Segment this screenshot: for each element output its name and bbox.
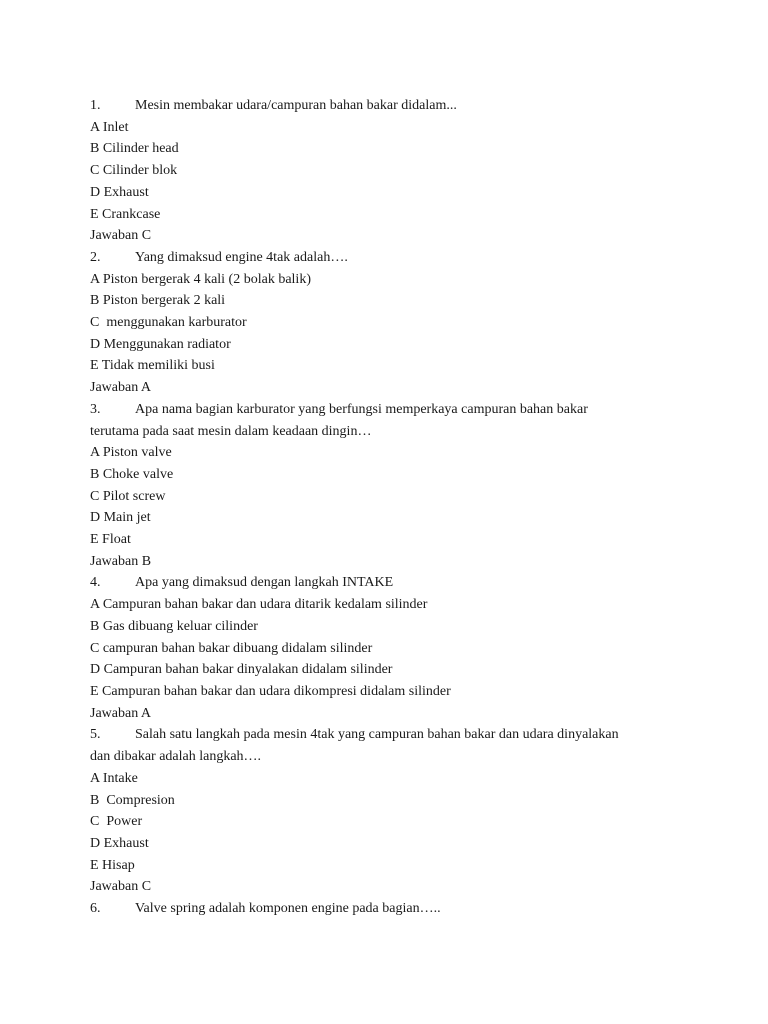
question-number: 5. <box>90 727 101 743</box>
option-a: A Inlet <box>90 119 129 135</box>
question-text: Mesin membakar udara/campuran bahan bakar didalam... <box>135 98 457 113</box>
question-number: 2. <box>90 249 101 265</box>
answer-line: Jawaban C <box>90 228 152 244</box>
option-e: E Crankcase <box>90 206 161 222</box>
option-e: E Float <box>90 532 131 548</box>
option-b: B Gas dibuang keluar cilinder <box>90 618 258 634</box>
question-3 <box>90 399 690 573</box>
question-text: Salah satu langkah pada mesin 4tak yang campuran bahan bakar dan udara dinyalakan <box>135 727 619 743</box>
option-b: B Cilinder head <box>90 141 179 157</box>
option-c: C Power <box>90 814 143 830</box>
question-text: Yang dimaksud engine 4tak adalah…. <box>135 249 348 265</box>
answer-line: Jawaban C <box>90 879 152 895</box>
option-e: E Campuran bahan bakar dan udara dikompresi didalam silinder <box>90 683 451 699</box>
option-c: C campuran bahan bakar dibuang didalam silinder <box>90 640 373 656</box>
question-text: Apa nama bagian karburator yang berfungsi memperkaya campuran bahan bakar <box>135 401 588 417</box>
question-number: 3. <box>90 401 101 417</box>
option-b: B Compresion <box>90 792 175 808</box>
option-b: B Choke valve <box>90 466 174 482</box>
question-text: Valve spring adalah komponen engine pada bagian….. <box>135 901 441 917</box>
question-1 <box>90 95 690 247</box>
option-e: E Tidak memiliki busi <box>90 358 215 374</box>
question-line <box>90 95 690 117</box>
question-line <box>90 399 690 421</box>
question-number: 4. <box>90 575 101 591</box>
option-a: A Intake <box>90 770 138 786</box>
question-line <box>90 898 690 920</box>
option-d: D Menggunakan radiator <box>90 336 231 352</box>
question-line <box>90 572 690 594</box>
option-a: A Piston bergerak 4 kali (2 bolak balik) <box>90 271 311 287</box>
question-text: Apa yang dimaksud dengan langkah INTAKE <box>135 575 394 591</box>
option-c: C menggunakan karburator <box>90 315 247 331</box>
question-2 <box>90 247 690 399</box>
question-text-continued: terutama pada saat mesin dalam keadaan dingin… <box>90 423 372 439</box>
option-d: D Campuran bahan bakar dinyalakan didalam silinder <box>90 662 393 678</box>
option-d: D Exhaust <box>90 184 149 200</box>
question-number: 1. <box>90 98 101 113</box>
option-b: B Piston bergerak 2 kali <box>90 293 226 309</box>
question-line <box>90 724 690 746</box>
question-5 <box>90 724 690 898</box>
question-line <box>90 247 690 269</box>
answer-line: Jawaban A <box>90 705 152 721</box>
question-number: 6. <box>90 901 101 917</box>
answer-line: Jawaban B <box>90 553 152 569</box>
document-page <box>90 95 690 920</box>
question-4 <box>90 572 690 724</box>
option-d: D Exhaust <box>90 835 149 851</box>
question-text-continued: dan dibakar adalah langkah…. <box>90 749 262 765</box>
option-d: D Main jet <box>90 510 151 526</box>
question-6 <box>90 898 690 920</box>
option-e: E Hisap <box>90 857 135 873</box>
option-a: A Campuran bahan bakar dan udara ditarik kedalam silinder <box>90 597 428 613</box>
answer-line: Jawaban A <box>90 380 152 396</box>
option-c: C Cilinder blok <box>90 163 178 179</box>
option-c: C Pilot screw <box>90 488 166 504</box>
option-a: A Piston valve <box>90 445 172 461</box>
